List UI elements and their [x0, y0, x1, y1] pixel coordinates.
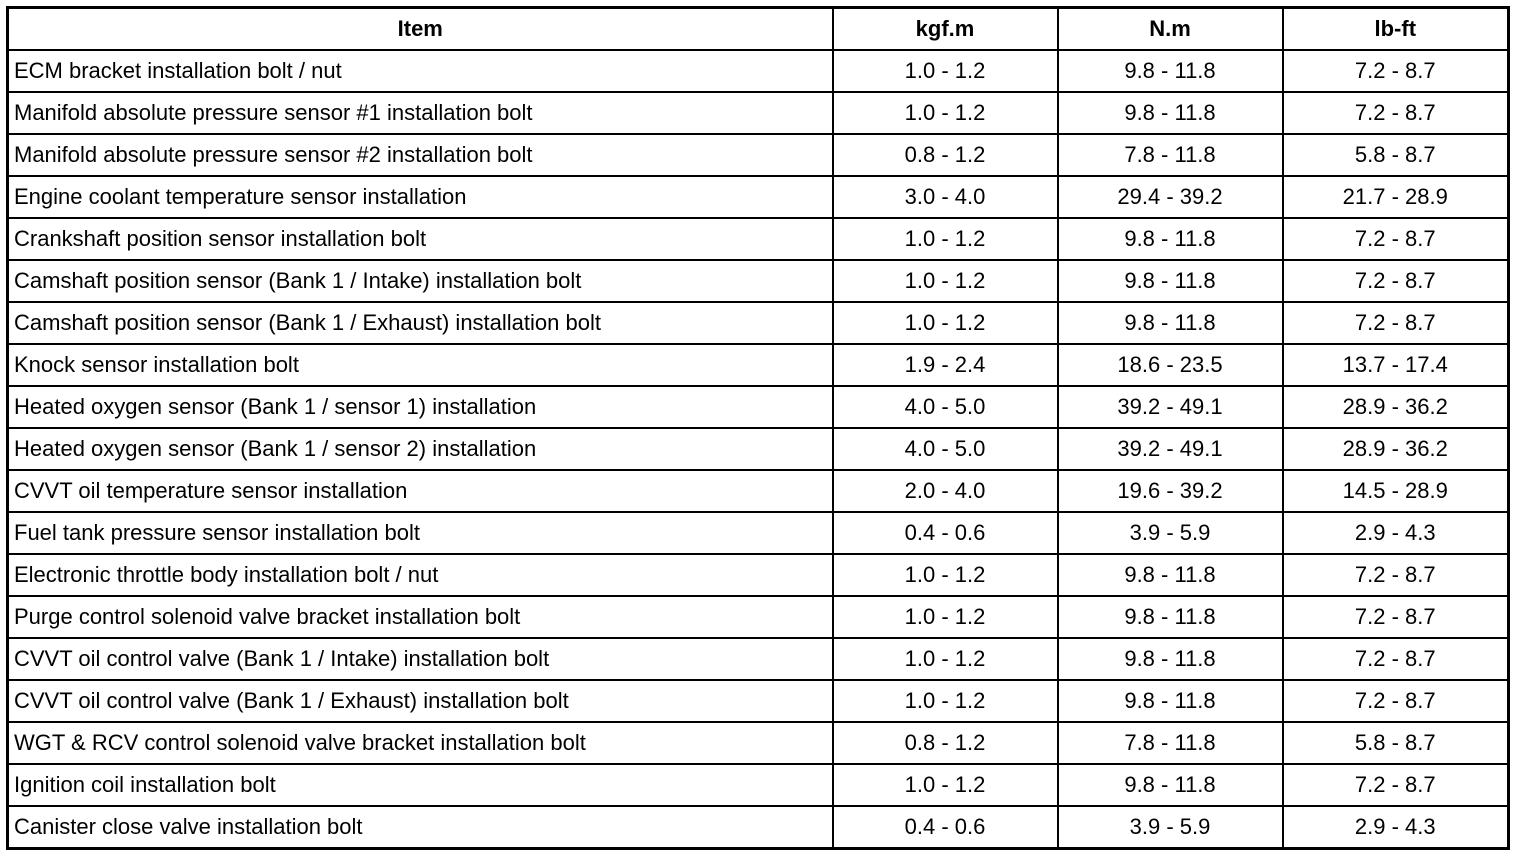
kgf-m-cell: 2.0 - 4.0: [833, 470, 1058, 512]
table-row: [8, 176, 1509, 218]
lb-ft-cell: 28.9 - 36.2: [1283, 386, 1509, 428]
item-cell: Heated oxygen sensor (Bank 1 / sensor 2) installation: [8, 428, 833, 470]
item-cell: Knock sensor installation bolt: [8, 344, 833, 386]
n-m-cell: 9.8 - 11.8: [1058, 638, 1283, 680]
table-row: [8, 680, 1509, 722]
header-lb-ft: lb-ft: [1283, 8, 1509, 51]
lb-ft-cell: 21.7 - 28.9: [1283, 176, 1509, 218]
lb-ft-cell: 28.9 - 36.2: [1283, 428, 1509, 470]
table-row: [8, 218, 1509, 260]
kgf-m-cell: 1.0 - 1.2: [833, 596, 1058, 638]
n-m-cell: 9.8 - 11.8: [1058, 680, 1283, 722]
n-m-cell: 9.8 - 11.8: [1058, 50, 1283, 92]
kgf-m-cell: 3.0 - 4.0: [833, 176, 1058, 218]
lb-ft-cell: 7.2 - 8.7: [1283, 596, 1509, 638]
header-row: [8, 8, 1509, 51]
kgf-m-cell: 1.0 - 1.2: [833, 260, 1058, 302]
lb-ft-cell: 13.7 - 17.4: [1283, 344, 1509, 386]
lb-ft-cell: 5.8 - 8.7: [1283, 134, 1509, 176]
lb-ft-cell: 2.9 - 4.3: [1283, 512, 1509, 554]
table-row: [8, 302, 1509, 344]
table-row: [8, 260, 1509, 302]
lb-ft-cell: 2.9 - 4.3: [1283, 806, 1509, 849]
n-m-cell: 9.8 - 11.8: [1058, 764, 1283, 806]
lb-ft-cell: 7.2 - 8.7: [1283, 302, 1509, 344]
item-cell: Camshaft position sensor (Bank 1 / Intake) installation bolt: [8, 260, 833, 302]
item-cell: ECM bracket installation bolt / nut: [8, 50, 833, 92]
kgf-m-cell: 0.8 - 1.2: [833, 722, 1058, 764]
n-m-cell: 18.6 - 23.5: [1058, 344, 1283, 386]
n-m-cell: 9.8 - 11.8: [1058, 218, 1283, 260]
n-m-cell: 39.2 - 49.1: [1058, 386, 1283, 428]
item-cell: Manifold absolute pressure sensor #1 installation bolt: [8, 92, 833, 134]
table-header: [8, 8, 1509, 51]
item-cell: Ignition coil installation bolt: [8, 764, 833, 806]
table-row: [8, 638, 1509, 680]
table-row: [8, 554, 1509, 596]
table-row: [8, 806, 1509, 849]
kgf-m-cell: 1.0 - 1.2: [833, 218, 1058, 260]
item-cell: Purge control solenoid valve bracket installation bolt: [8, 596, 833, 638]
item-cell: CVVT oil control valve (Bank 1 / Intake) installation bolt: [8, 638, 833, 680]
lb-ft-cell: 7.2 - 8.7: [1283, 218, 1509, 260]
item-cell: Heated oxygen sensor (Bank 1 / sensor 1) installation: [8, 386, 833, 428]
lb-ft-cell: 5.8 - 8.7: [1283, 722, 1509, 764]
item-cell: Canister close valve installation bolt: [8, 806, 833, 849]
lb-ft-cell: 7.2 - 8.7: [1283, 554, 1509, 596]
table-row: [8, 92, 1509, 134]
kgf-m-cell: 1.0 - 1.2: [833, 554, 1058, 596]
table-row: [8, 344, 1509, 386]
kgf-m-cell: 1.0 - 1.2: [833, 638, 1058, 680]
table-row: [8, 134, 1509, 176]
n-m-cell: 19.6 - 39.2: [1058, 470, 1283, 512]
kgf-m-cell: 1.0 - 1.2: [833, 50, 1058, 92]
torque-spec-table: [6, 6, 1510, 850]
header-kgf-m: kgf.m: [833, 8, 1058, 51]
kgf-m-cell: 1.9 - 2.4: [833, 344, 1058, 386]
lb-ft-cell: 7.2 - 8.7: [1283, 638, 1509, 680]
lb-ft-cell: 7.2 - 8.7: [1283, 764, 1509, 806]
kgf-m-cell: 1.0 - 1.2: [833, 764, 1058, 806]
n-m-cell: 3.9 - 5.9: [1058, 806, 1283, 849]
item-cell: WGT & RCV control solenoid valve bracket installation bolt: [8, 722, 833, 764]
table-row: [8, 512, 1509, 554]
table-row: [8, 428, 1509, 470]
item-cell: Fuel tank pressure sensor installation bolt: [8, 512, 833, 554]
table-row: [8, 722, 1509, 764]
kgf-m-cell: 4.0 - 5.0: [833, 428, 1058, 470]
item-cell: CVVT oil control valve (Bank 1 / Exhaust) installation bolt: [8, 680, 833, 722]
table-row: [8, 764, 1509, 806]
item-cell: CVVT oil temperature sensor installation: [8, 470, 833, 512]
lb-ft-cell: 7.2 - 8.7: [1283, 92, 1509, 134]
n-m-cell: 3.9 - 5.9: [1058, 512, 1283, 554]
kgf-m-cell: 0.4 - 0.6: [833, 806, 1058, 849]
table-row: [8, 386, 1509, 428]
kgf-m-cell: 1.0 - 1.2: [833, 302, 1058, 344]
lb-ft-cell: 7.2 - 8.7: [1283, 680, 1509, 722]
table-row: [8, 50, 1509, 92]
lb-ft-cell: 7.2 - 8.7: [1283, 50, 1509, 92]
lb-ft-cell: 7.2 - 8.7: [1283, 260, 1509, 302]
kgf-m-cell: 0.4 - 0.6: [833, 512, 1058, 554]
table-row: [8, 596, 1509, 638]
kgf-m-cell: 1.0 - 1.2: [833, 92, 1058, 134]
kgf-m-cell: 1.0 - 1.2: [833, 680, 1058, 722]
n-m-cell: 9.8 - 11.8: [1058, 302, 1283, 344]
item-cell: Electronic throttle body installation bolt / nut: [8, 554, 833, 596]
n-m-cell: 29.4 - 39.2: [1058, 176, 1283, 218]
n-m-cell: 9.8 - 11.8: [1058, 554, 1283, 596]
n-m-cell: 9.8 - 11.8: [1058, 92, 1283, 134]
item-cell: Crankshaft position sensor installation bolt: [8, 218, 833, 260]
table-body: [8, 50, 1509, 849]
lb-ft-cell: 14.5 - 28.9: [1283, 470, 1509, 512]
item-cell: Engine coolant temperature sensor installation: [8, 176, 833, 218]
n-m-cell: 7.8 - 11.8: [1058, 722, 1283, 764]
kgf-m-cell: 0.8 - 1.2: [833, 134, 1058, 176]
item-cell: Manifold absolute pressure sensor #2 installation bolt: [8, 134, 833, 176]
kgf-m-cell: 4.0 - 5.0: [833, 386, 1058, 428]
n-m-cell: 9.8 - 11.8: [1058, 596, 1283, 638]
n-m-cell: 39.2 - 49.1: [1058, 428, 1283, 470]
header-item: Item: [8, 8, 833, 51]
header-n-m: N.m: [1058, 8, 1283, 51]
n-m-cell: 9.8 - 11.8: [1058, 260, 1283, 302]
item-cell: Camshaft position sensor (Bank 1 / Exhaust) installation bolt: [8, 302, 833, 344]
table-row: [8, 470, 1509, 512]
n-m-cell: 7.8 - 11.8: [1058, 134, 1283, 176]
